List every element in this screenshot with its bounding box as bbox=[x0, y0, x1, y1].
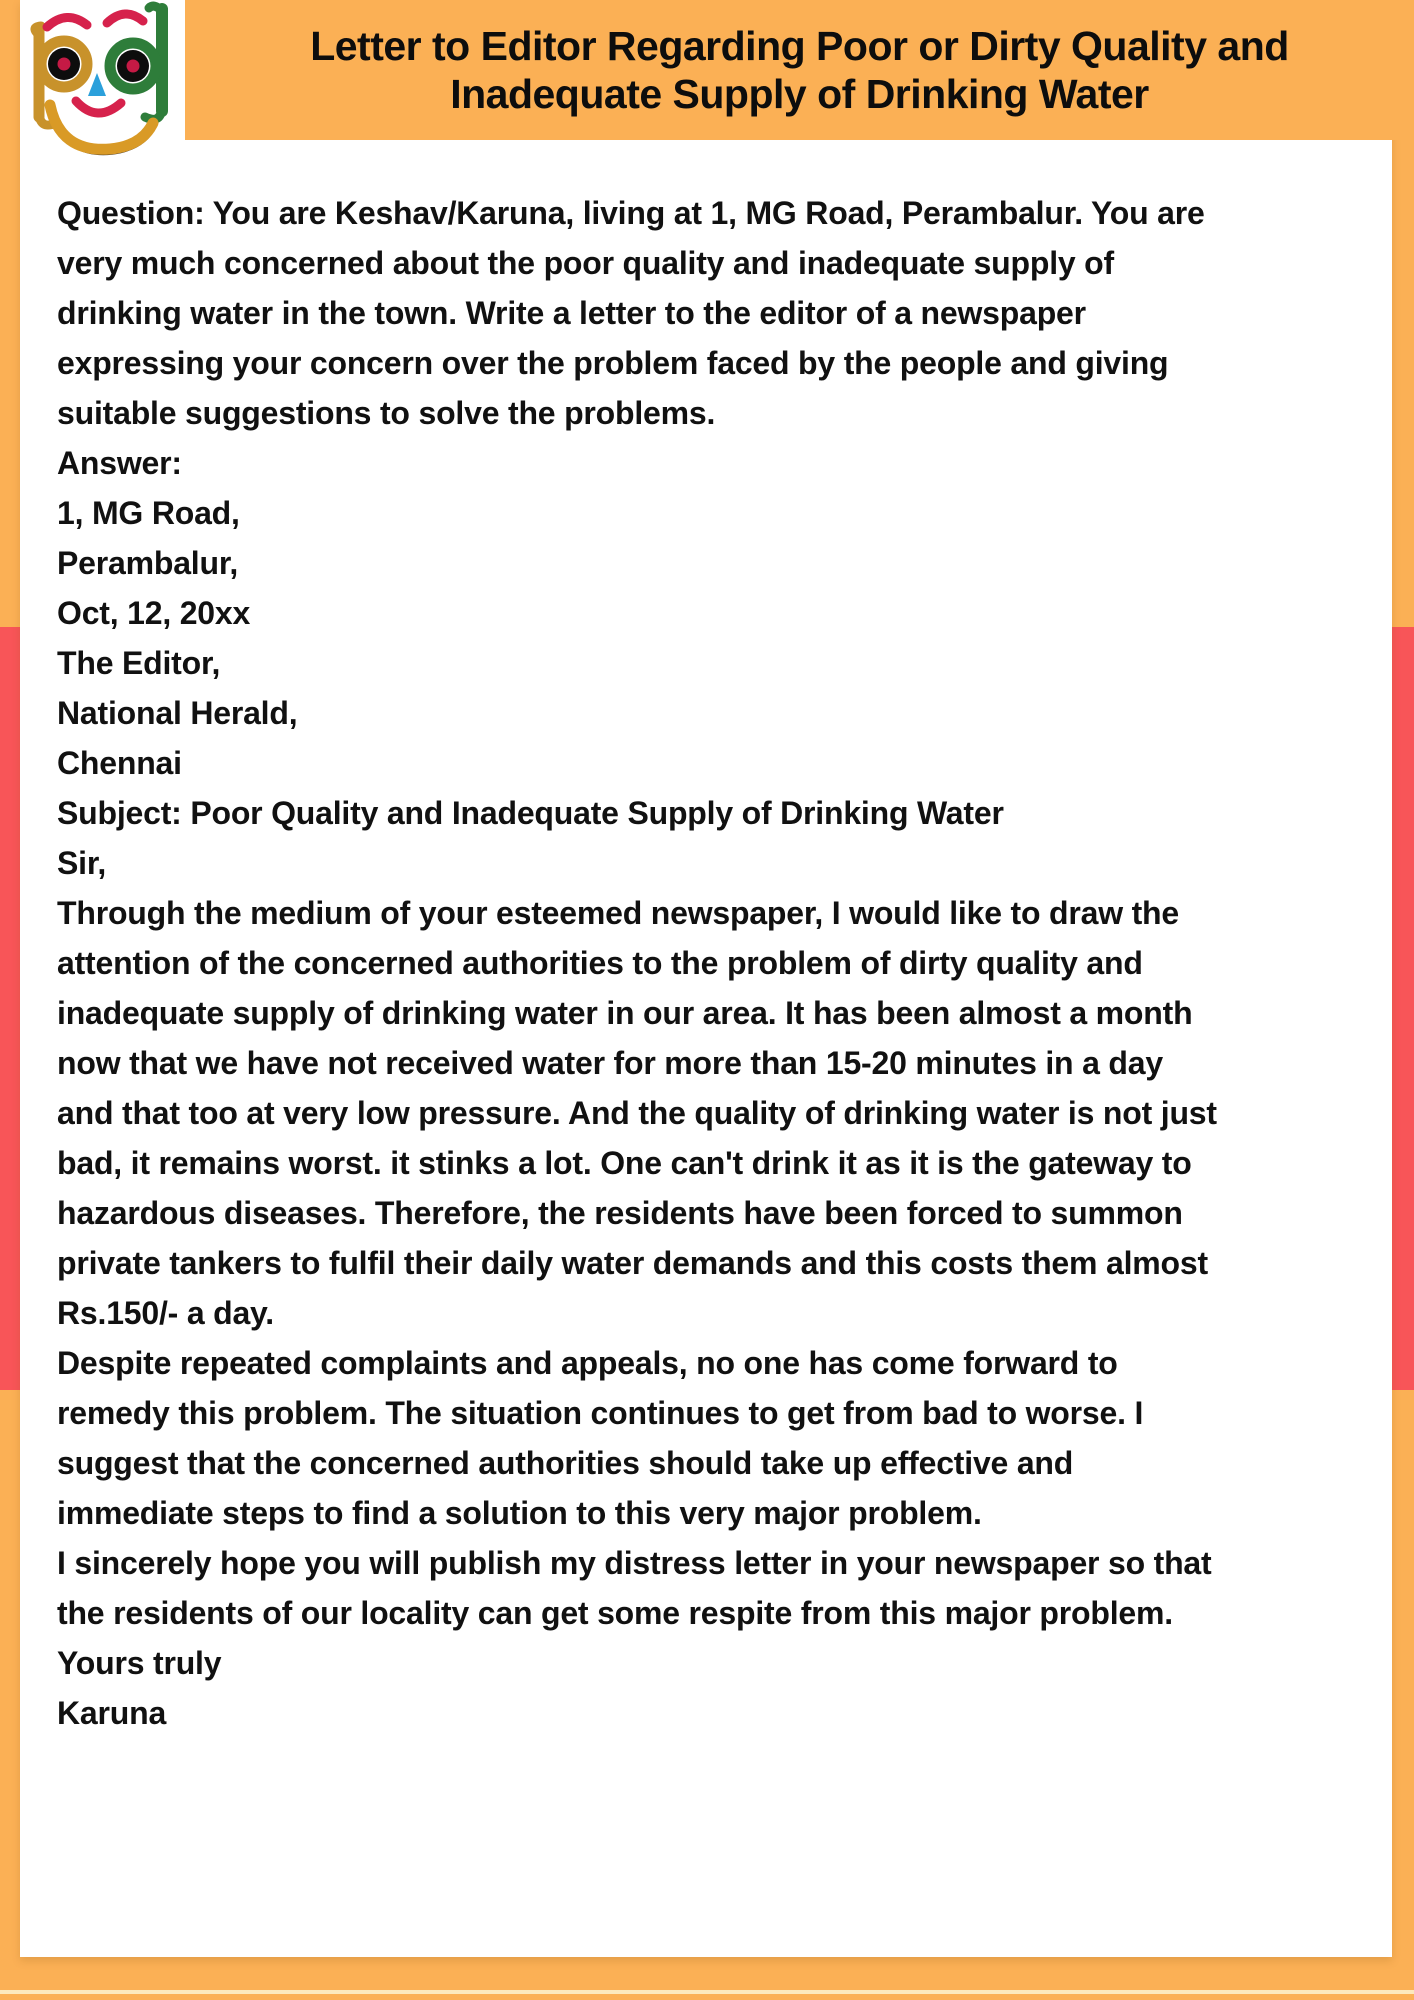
sender-address-line1: 1, MG Road, bbox=[57, 495, 240, 531]
answer-label: Answer: bbox=[57, 445, 182, 481]
subject-line: Subject: Poor Quality and Inadequate Supply of Drinking Water bbox=[57, 795, 1004, 831]
pd-face-logo bbox=[22, 0, 182, 160]
salutation: Sir, bbox=[57, 845, 107, 881]
closing: Yours truly bbox=[57, 1645, 222, 1681]
question-text: Question: You are Keshav/Karuna, living at 1, MG Road, Perambalur. You are very much concerned about the poor quality and inadequate supply of drinking water in the town. Write a letter to the editor of a newspaper expressing your concern over the problem faced by the people and giving suitable suggestions to solve the problems. bbox=[57, 195, 1205, 431]
body-paragraph-2: Despite repeated complaints and appeals, no one has come forward to remedy this problem. The situation continues to get from bad to worse. I suggest that the concerned authorities should take up effective and immediate steps to find a solution to this very major problem. bbox=[57, 1345, 1144, 1531]
logo-right-eyebrow bbox=[107, 14, 143, 23]
title-banner bbox=[185, 0, 1414, 140]
body-paragraph-1: Through the medium of your esteemed newspaper, I would like to draw the attention of the concerned authorities to the problem of dirty quality and inadequate supply of drinking water in our area. It has been almost a month now that we have not received water for more than 15-20 minutes in a day and that too at very low pressure. And the quality of drinking water is not just bad, it remains worst. it stinks a lot. One can't drink it as it is the gateway to hazardous diseases. Therefore, the residents have been forced to summon private tankers to fulfil their daily water demands and this costs them almost Rs.150/- a day. bbox=[57, 895, 1217, 1331]
recipient-line3: Chennai bbox=[57, 745, 182, 781]
body-paragraph-3: I sincerely hope you will publish my distress letter in your newspaper so that the residents of our locality can get some respite from this major problem. bbox=[57, 1545, 1212, 1631]
recipient-line1: The Editor, bbox=[57, 645, 221, 681]
logo-nose bbox=[88, 73, 106, 96]
logo-left-pupil bbox=[58, 58, 71, 71]
footer-accent-line bbox=[0, 1990, 1414, 1994]
logo-smile bbox=[76, 101, 121, 113]
page-title-line1: Letter to Editor Regarding Poor or Dirty Quality and bbox=[310, 23, 1289, 69]
logo-left-eyebrow bbox=[47, 17, 87, 27]
date-line: Oct, 12, 20xx bbox=[57, 595, 251, 631]
sender-address-line2: Perambalur, bbox=[57, 545, 239, 581]
signature: Karuna bbox=[57, 1695, 167, 1731]
logo-right-pupil bbox=[127, 60, 140, 73]
page-title-line2: Inadequate Supply of Drinking Water bbox=[450, 71, 1149, 117]
letter-body bbox=[57, 188, 1222, 1738]
logo-d-hook bbox=[145, 105, 162, 119]
recipient-line2: National Herald, bbox=[57, 695, 298, 731]
